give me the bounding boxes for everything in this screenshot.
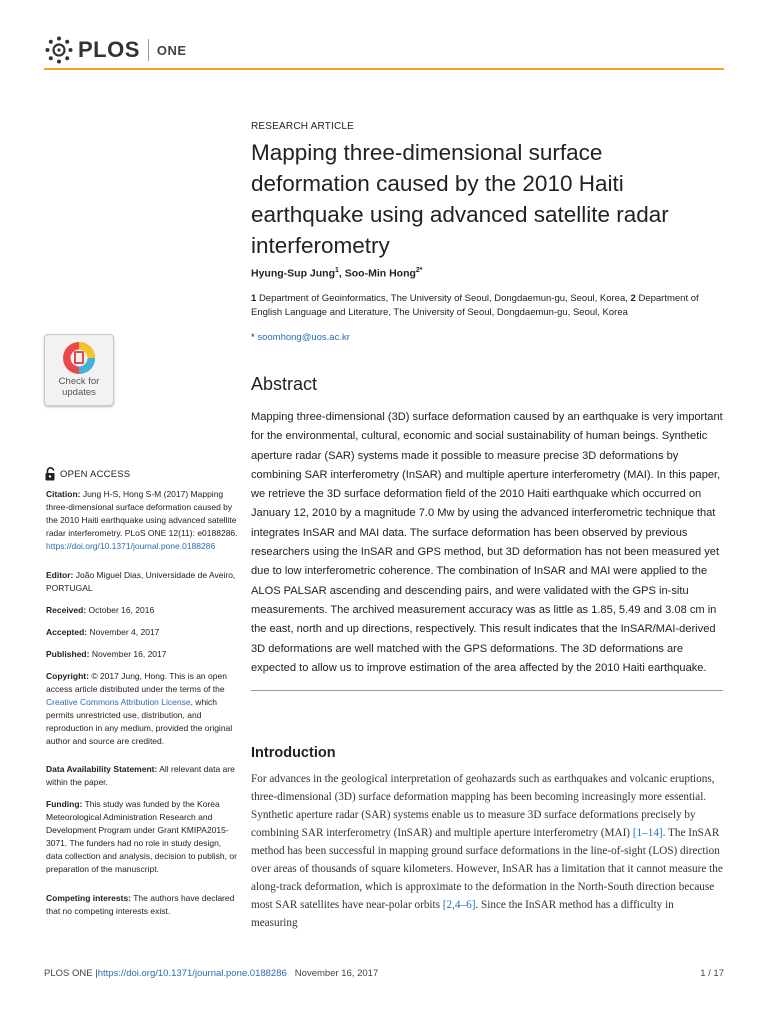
footer-journal: PLOS ONE | [44,968,98,979]
journal-name: ONE [156,42,187,58]
citation-doi-link[interactable]: https://doi.org/10.1371/journal.pone.0188286 [46,540,216,551]
funding-text: This study was funded by the Korea Meteorological Administration Research and Development Program under Grant KMIPA2015-3071. The funders had no role in study design, data collection and analysis, decision to publish, or preparation of the manuscript. [46,799,237,874]
affiliation-number: 1 [251,293,257,304]
copyright-label: Copyright: [46,671,89,681]
competing-interests-text: The authors have declared that no competing interests exist. [46,893,235,916]
footer-date: November 16, 2017 [294,968,379,979]
header-rule [44,68,724,70]
corresponding-star: * [251,332,255,343]
page-number: 1 / 17 [700,968,724,979]
accepted-date: November 4, 2017 [87,627,160,637]
author-name: Soo-Min Hong [344,267,416,280]
copyright-block [46,670,238,747]
article-type: RESEARCH ARTICLE [251,121,355,132]
open-access-label: OPEN ACCESS [60,468,131,480]
editor-block [46,569,238,595]
corresponding-email-link[interactable]: soomhong@uos.ac.kr [257,332,350,343]
citation-link[interactable]: [1–14] [632,827,663,839]
check-for-updates-icon [62,341,96,375]
logo-separator [148,39,149,61]
plos-logo-icon [44,35,74,65]
abstract-text: Mapping three-dimensional (3D) surface deformation caused by an earthquake is very important for the environmental, cultural, economic and social sustainability of human beings. Synthetic aperture radar (SAR) systems made it possible to measure precise 3D deformations by combining SAR interferometry (InSAR) and multiple aperture interferometry (MAI). In this paper, we retrieve the 3D surface deformation field of the 2010 Haiti earthquake which occurred on January 12, 2010 by a magnitude 7.0 Mw by using the advanced interferometric technique that integrates InSAR and MAI data. The surface deformation has been observed by previous researchers using the InSAR and GPS method, but 3D deformation has not been measured yet due to low interferometric coherence. The combination of InSAR and MAI were applied to the ALOS PALSAR ascending and descending pairs, and were validated with the GPS in-situ measurements. The archived measurement accuracy was as little as 1.85, 5.49 and 3.08 cm in the east, north and up directions, respectively. This result indicates that the InSAR/MAI-derived 3D deformations are well matched with the GPS deformations. The 3D deformations are expected to allow us to improve estimation of the area affected by the 2010 Haiti earthquake. [251,411,723,674]
plos-one-logo[interactable] [44,34,187,66]
introduction-text [251,770,723,932]
received-block [46,604,238,617]
affiliations [251,292,726,320]
funding-block [46,798,238,875]
citation-block [46,488,238,553]
funding-label: Funding: [46,799,83,809]
affiliation-number: 2 [630,293,636,304]
introduction-heading: Introduction [251,745,336,761]
footer-doi-link[interactable]: https://doi.org/10.1371/journal.pone.0188286 [97,968,287,979]
introduction-paragraph-part: For advances in the geological interpretation of geohazards such as earthquakes and volcanic eruptions, three-dimensional (3D) surface deformation mapping has been becoming increasingly more essential. Synthetic aperture radar (SAR) systems enable us to measure 3D surface deformations precisely by combining SAR interferometry (InSAR) and multiple aperture interferometry (MAI) [251,773,715,839]
introduction-paragraph-part: . Since the InSAR method has a difficulty in measuring [251,899,674,929]
accepted-label: Accepted: [46,627,88,637]
author-affiliation-mark: 1 [335,267,339,274]
data-availability-label: Data Availability Statement: [46,764,158,774]
author-list: Hyung-Sup Jung$^1$, Soo-Min Hong$^{2*}$ [251,267,423,280]
author-affiliation-mark: 2* [415,267,423,274]
published-label: Published: [46,649,90,659]
check-for-updates-label: Check for updates [58,376,100,398]
data-availability-text: All relevant data are within the paper. [46,764,235,787]
published-block [46,648,238,661]
open-lock-icon [44,467,57,481]
introduction-paragraph-part: . The InSAR method has been successful in mapping ground surface deformations in the line-of-sight (LOS) direction over areas of thousands of square kilometers. However, InSAR has a limitation that it cannot measure the along-track deformation, which is approximate to the deformation in the North-South direction because most SAR satellites have near-polar orbits [251,827,723,911]
article-title: Mapping three-dimensional surface deformation caused by the 2010 Haiti earthquake using advanced satellite radar interferometry [251,140,669,258]
accepted-block [46,626,238,639]
check-for-updates-badge[interactable] [44,334,114,406]
corresponding-author [251,332,350,343]
open-access-row [44,467,130,481]
abstract-divider [251,690,723,691]
author-name: Hyung-Sup Jung [251,267,335,280]
copyright-text: © 2017 Jung, Hong. This is an open access article distributed under the terms of the [46,671,227,694]
competing-interests-label: Competing interests: [46,893,132,903]
abstract-heading: Abstract [251,374,318,394]
received-date: October 16, 2016 [86,605,155,615]
license-link[interactable]: Creative Commons Attribution License [46,696,191,707]
editor-text: João Miguel Dias, Universidade de Aveiro, PORTUGAL [46,570,236,593]
received-label: Received: [46,605,87,615]
citation-text: Jung H-S, Hong S-M (2017) Mapping three-dimensional surface deformation caused by the 2010 Haiti earthquake using advanced satellite radar interferometry. PLoS ONE 12(11): e0188286. [46,489,238,538]
published-date: November 16, 2017 [89,649,167,659]
citation-link[interactable]: [2,4–6] [442,899,476,911]
affiliation-text: Department of English Language and Literature, The University of Seoul, Dongdaemun-gu, Seoul, Korea [251,293,699,318]
page-footer [44,968,724,979]
data-availability-block [46,763,238,789]
affiliation-text: Department of Geoinformatics, The University of Seoul, Dongdaemun-gu, Seoul, Korea, [258,293,628,304]
logo-text: PLOS [78,37,140,62]
copyright-text: , which permits unrestricted use, distribution, and reproduction in any medium, provided the original author and source are credited. [46,696,233,746]
editor-label: Editor: [46,570,74,580]
citation-label: Citation: [46,489,81,499]
competing-interests-block [46,892,238,918]
